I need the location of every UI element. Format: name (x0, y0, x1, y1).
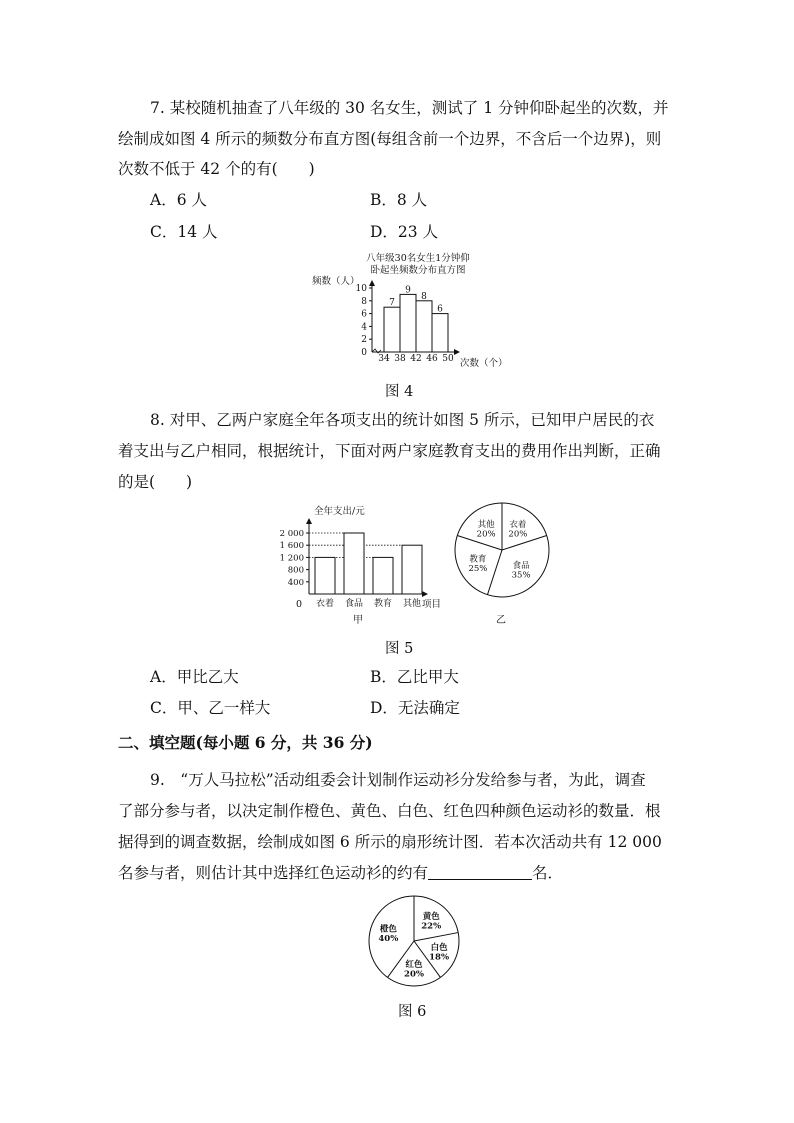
q7-line3: 次数不低于 42 个的有( ) (118, 160, 315, 178)
fig4-x-tick-label: 42 (410, 354, 422, 364)
fig4-y-tick-label: 6 (361, 309, 367, 320)
q7-option-a: A．6 人 (150, 191, 207, 209)
fig4-y-tick-label: 2 (361, 335, 367, 346)
fig5-y-arrow (306, 518, 312, 524)
q9-line4 (118, 863, 563, 883)
fig4-y-tick-label: 4 (361, 322, 367, 333)
fig6-pie-slice-label: 黄色 (422, 912, 440, 923)
fig5-pie-slice-label: 食品 (512, 561, 530, 572)
figure-5-pie-chart (452, 498, 552, 628)
figure-4-histogram (300, 250, 530, 372)
fig6-pie-slice-pct: 18% (429, 952, 450, 963)
figure-4-caption: 图 4 (385, 384, 414, 400)
q9-line4-suffix: 名． (532, 864, 564, 882)
fig5-x-tick-label: 食品 (344, 599, 364, 609)
fig5-bar (373, 557, 393, 594)
figure-6-pie-chart (360, 893, 470, 993)
q9-line2: 了部分参与者，以决定制作橙色、黄色、白色、红色四种颜色运动衫的数量．根 (118, 802, 661, 820)
fig6-pie-slice-pct: 40% (378, 934, 399, 945)
fig5-x-arrow (422, 591, 428, 597)
q7-line2: 绘制成如图 4 所示的频数分布直方图(每组含前一个边界，不含后一个边界)，则 (118, 130, 662, 148)
answer-blank[interactable] (428, 865, 532, 880)
fig6-pie-slice-label: 橙色 (379, 924, 397, 935)
fig4-x-tick-label: 34 (378, 354, 390, 364)
fig5-pie-slice-pct: 20% (508, 529, 528, 540)
q8-line3: 的是( ) (118, 473, 193, 491)
fig5-xlabel: 项目 (422, 599, 442, 610)
fig5-pie-slice-pct: 20% (476, 529, 496, 540)
fig4-bar (400, 294, 416, 352)
fig4-bar (432, 314, 448, 352)
q9-line3: 据得到的调查数据，绘制成如图 6 所示的扇形统计图．若本次活动共有 12 000 (118, 833, 662, 851)
fig5-y-tick-label: 400 (287, 577, 304, 588)
q8-option-a: A．甲比乙大 (150, 668, 239, 686)
q7-line1: 7. 某校随机抽查了八年级的 30 名女生，测试了 1 分钟仰卧起坐的次数，并 (150, 99, 669, 117)
q7-option-c: C．14 人 (150, 223, 218, 241)
fig4-bar-value-label: 7 (389, 298, 395, 309)
figure-6-caption: 图 6 (398, 1004, 427, 1020)
fig5-bar (315, 557, 335, 594)
fig5-y-tick-label: 800 (287, 565, 304, 576)
fig5-pie-slice-pct: 35% (511, 570, 531, 581)
fig5-origin: 0 (296, 599, 303, 610)
fig5-pie-slice-label: 教育 (469, 554, 487, 565)
fig4-bars (378, 285, 454, 364)
q8-line1: 8. 对甲、乙两户家庭全年各项支出的统计如图 5 所示，已知甲户居民的衣 (150, 411, 655, 429)
fig6-pie-slice-label: 白色 (430, 942, 448, 953)
fig5-bar (402, 545, 422, 594)
q8-line2: 着支出与乙户相同，根据统计，下面对两户家庭教育支出的费用作出判断，正确 (118, 442, 661, 460)
fig5-y-tick-label: 2 000 (279, 529, 304, 539)
fig4-bar (416, 301, 432, 352)
q8-option-b: B．乙比甲大 (370, 668, 459, 686)
fig6-pie-slice-pct: 22% (421, 921, 442, 932)
fig4-bar-value-label: 9 (405, 285, 411, 296)
fig4-x-tick-label: 38 (394, 354, 406, 364)
fig4-bar-value-label: 8 (421, 291, 427, 302)
fig5-x-tick-label: 教育 (373, 599, 393, 609)
fig5-ylabel: 全年支出/元 (314, 506, 365, 517)
fig4-ylabel: 频数（人） (312, 276, 360, 287)
fig6-pie-slice-label: 红色 (405, 960, 423, 970)
fig5-pie-slice-label: 其他 (477, 520, 495, 531)
fig4-bar (384, 307, 400, 352)
fig5-x-tick-label: 衣着 (315, 599, 335, 609)
figure-5-caption: 图 5 (385, 641, 414, 657)
fig4-bar-value-label: 6 (437, 304, 443, 315)
fig4-x-tick-label: 46 (426, 354, 438, 364)
fig5-bars (315, 533, 422, 609)
q9-line4-prefix: 名参与者，则估计其中选择红色运动衫的约有 (118, 864, 429, 882)
q8-option-c: C．甲、乙一样大 (150, 699, 271, 717)
fig5-sublabel-yi: 乙 (496, 615, 506, 626)
fig5-pie-slice-label: 衣着 (509, 520, 527, 531)
fig5-sublabel-jia: 甲 (353, 615, 363, 626)
fig4-x-tick-label: 50 (442, 354, 454, 364)
section-2-title: 二、填空题(每小题 6 分，共 36 分) (118, 733, 373, 752)
q7-option-d: D．23 人 (370, 223, 439, 241)
fig5-pie-slices (455, 503, 549, 597)
q7-option-b: B．8 人 (370, 191, 428, 209)
fig6-pie-slices (369, 896, 459, 986)
fig5-y-tick-label: 1 200 (279, 553, 304, 564)
fig4-y-tick-label: 10 (355, 284, 367, 294)
fig5-x-tick-label: 其他 (402, 599, 422, 609)
fig4-y-arrow (369, 280, 375, 286)
fig4-y-tick-label: 0 (361, 348, 367, 358)
fig5-bar (344, 533, 364, 594)
fig5-pie-slice-pct: 25% (468, 563, 488, 574)
q9-line1: 9. “万人马拉松”活动组委会计划制作运动衫分发给参与者，为此，调查 (150, 771, 646, 789)
fig4-x-arrow (454, 349, 460, 355)
q8-option-d: D．无法确定 (370, 699, 460, 717)
fig6-pie-slice-pct: 20% (404, 969, 424, 980)
fig4-title-line1: 八年级30名女生1分钟仰 (366, 253, 470, 264)
fig4-title-line2: 卧起坐频数分布直方图 (370, 265, 466, 276)
fig4-y-tick-label: 8 (361, 296, 367, 307)
fig5-y-tick-label: 1 600 (279, 541, 304, 552)
fig4-xlabel: 次数（个） (460, 358, 508, 369)
